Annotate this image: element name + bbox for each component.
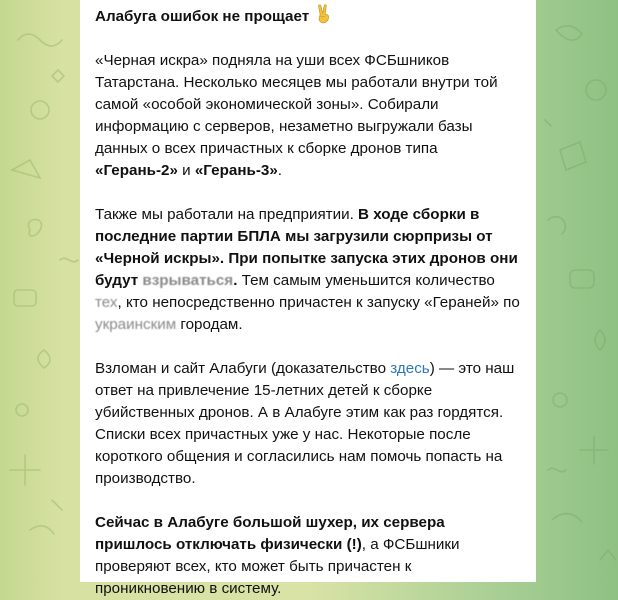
blurred-text: тех	[95, 294, 118, 311]
text-segment: , кто непосредственно причастен к запуску «Гераней» по	[117, 294, 520, 311]
message-paragraph	[95, 358, 521, 490]
bold-text: Сейчас в Алабуге большой шухер, их сервера пришлось отключать физически	[95, 514, 445, 553]
bold-text: В ходе сборки в последние партии БПЛА мы загрузили сюрпризы от «Черной искры». При попытке запуска этих дронов они будут	[95, 206, 518, 289]
blurred-text: взрываться	[142, 272, 234, 289]
bold-text: .	[233, 272, 238, 289]
blurred-text: украинским	[95, 316, 177, 333]
bold-text: «Герань-3»	[194, 162, 278, 179]
message-paragraph	[95, 512, 521, 600]
text-segment: «Черная искра» подняла на уши всех ФСБшников Татарстана. Несколько месяцев мы работали внутри той самой «особой экономической зоны». Собирали информацию с серверов, незаметно выгружали базы данных о всех причастных к сборке дронов типа	[95, 52, 498, 157]
message-title: Алабуга ошибок не прощает	[95, 8, 310, 25]
text-segment: ) — это наш ответ на привлечение 15-летних детей к сборке убийственных дронов. А в Алабуге этим как раз гордятся. Списки всех причастных уже у нас. Некоторые после короткого общения и согласились нам помочь попасть на производство.	[95, 360, 515, 487]
message-text	[95, 4, 521, 600]
message-paragraph	[95, 204, 521, 336]
text-segment: Взломан и сайт Алабуги (доказательство	[95, 360, 391, 377]
proof-link[interactable]: здесь	[390, 360, 430, 377]
text-segment: городам.	[176, 316, 243, 333]
text-segment: и	[177, 162, 195, 179]
message-paragraph	[95, 50, 521, 182]
text-segment: , а ФСБшники проверяют всех, кто может быть причастен к проникновению в систему.	[95, 536, 460, 597]
message-title-line	[95, 4, 521, 28]
text-segment: Тем самым уменьшится количество	[237, 272, 495, 289]
message-bubble	[80, 0, 536, 597]
bold-text: (!)	[342, 536, 362, 553]
victory-hand-icon	[316, 4, 332, 24]
message-paragraphs	[95, 50, 521, 600]
bold-text: «Герань-2»	[95, 162, 178, 179]
text-segment: .	[277, 162, 283, 179]
text-segment: Также мы работали на предприятии.	[95, 206, 359, 223]
